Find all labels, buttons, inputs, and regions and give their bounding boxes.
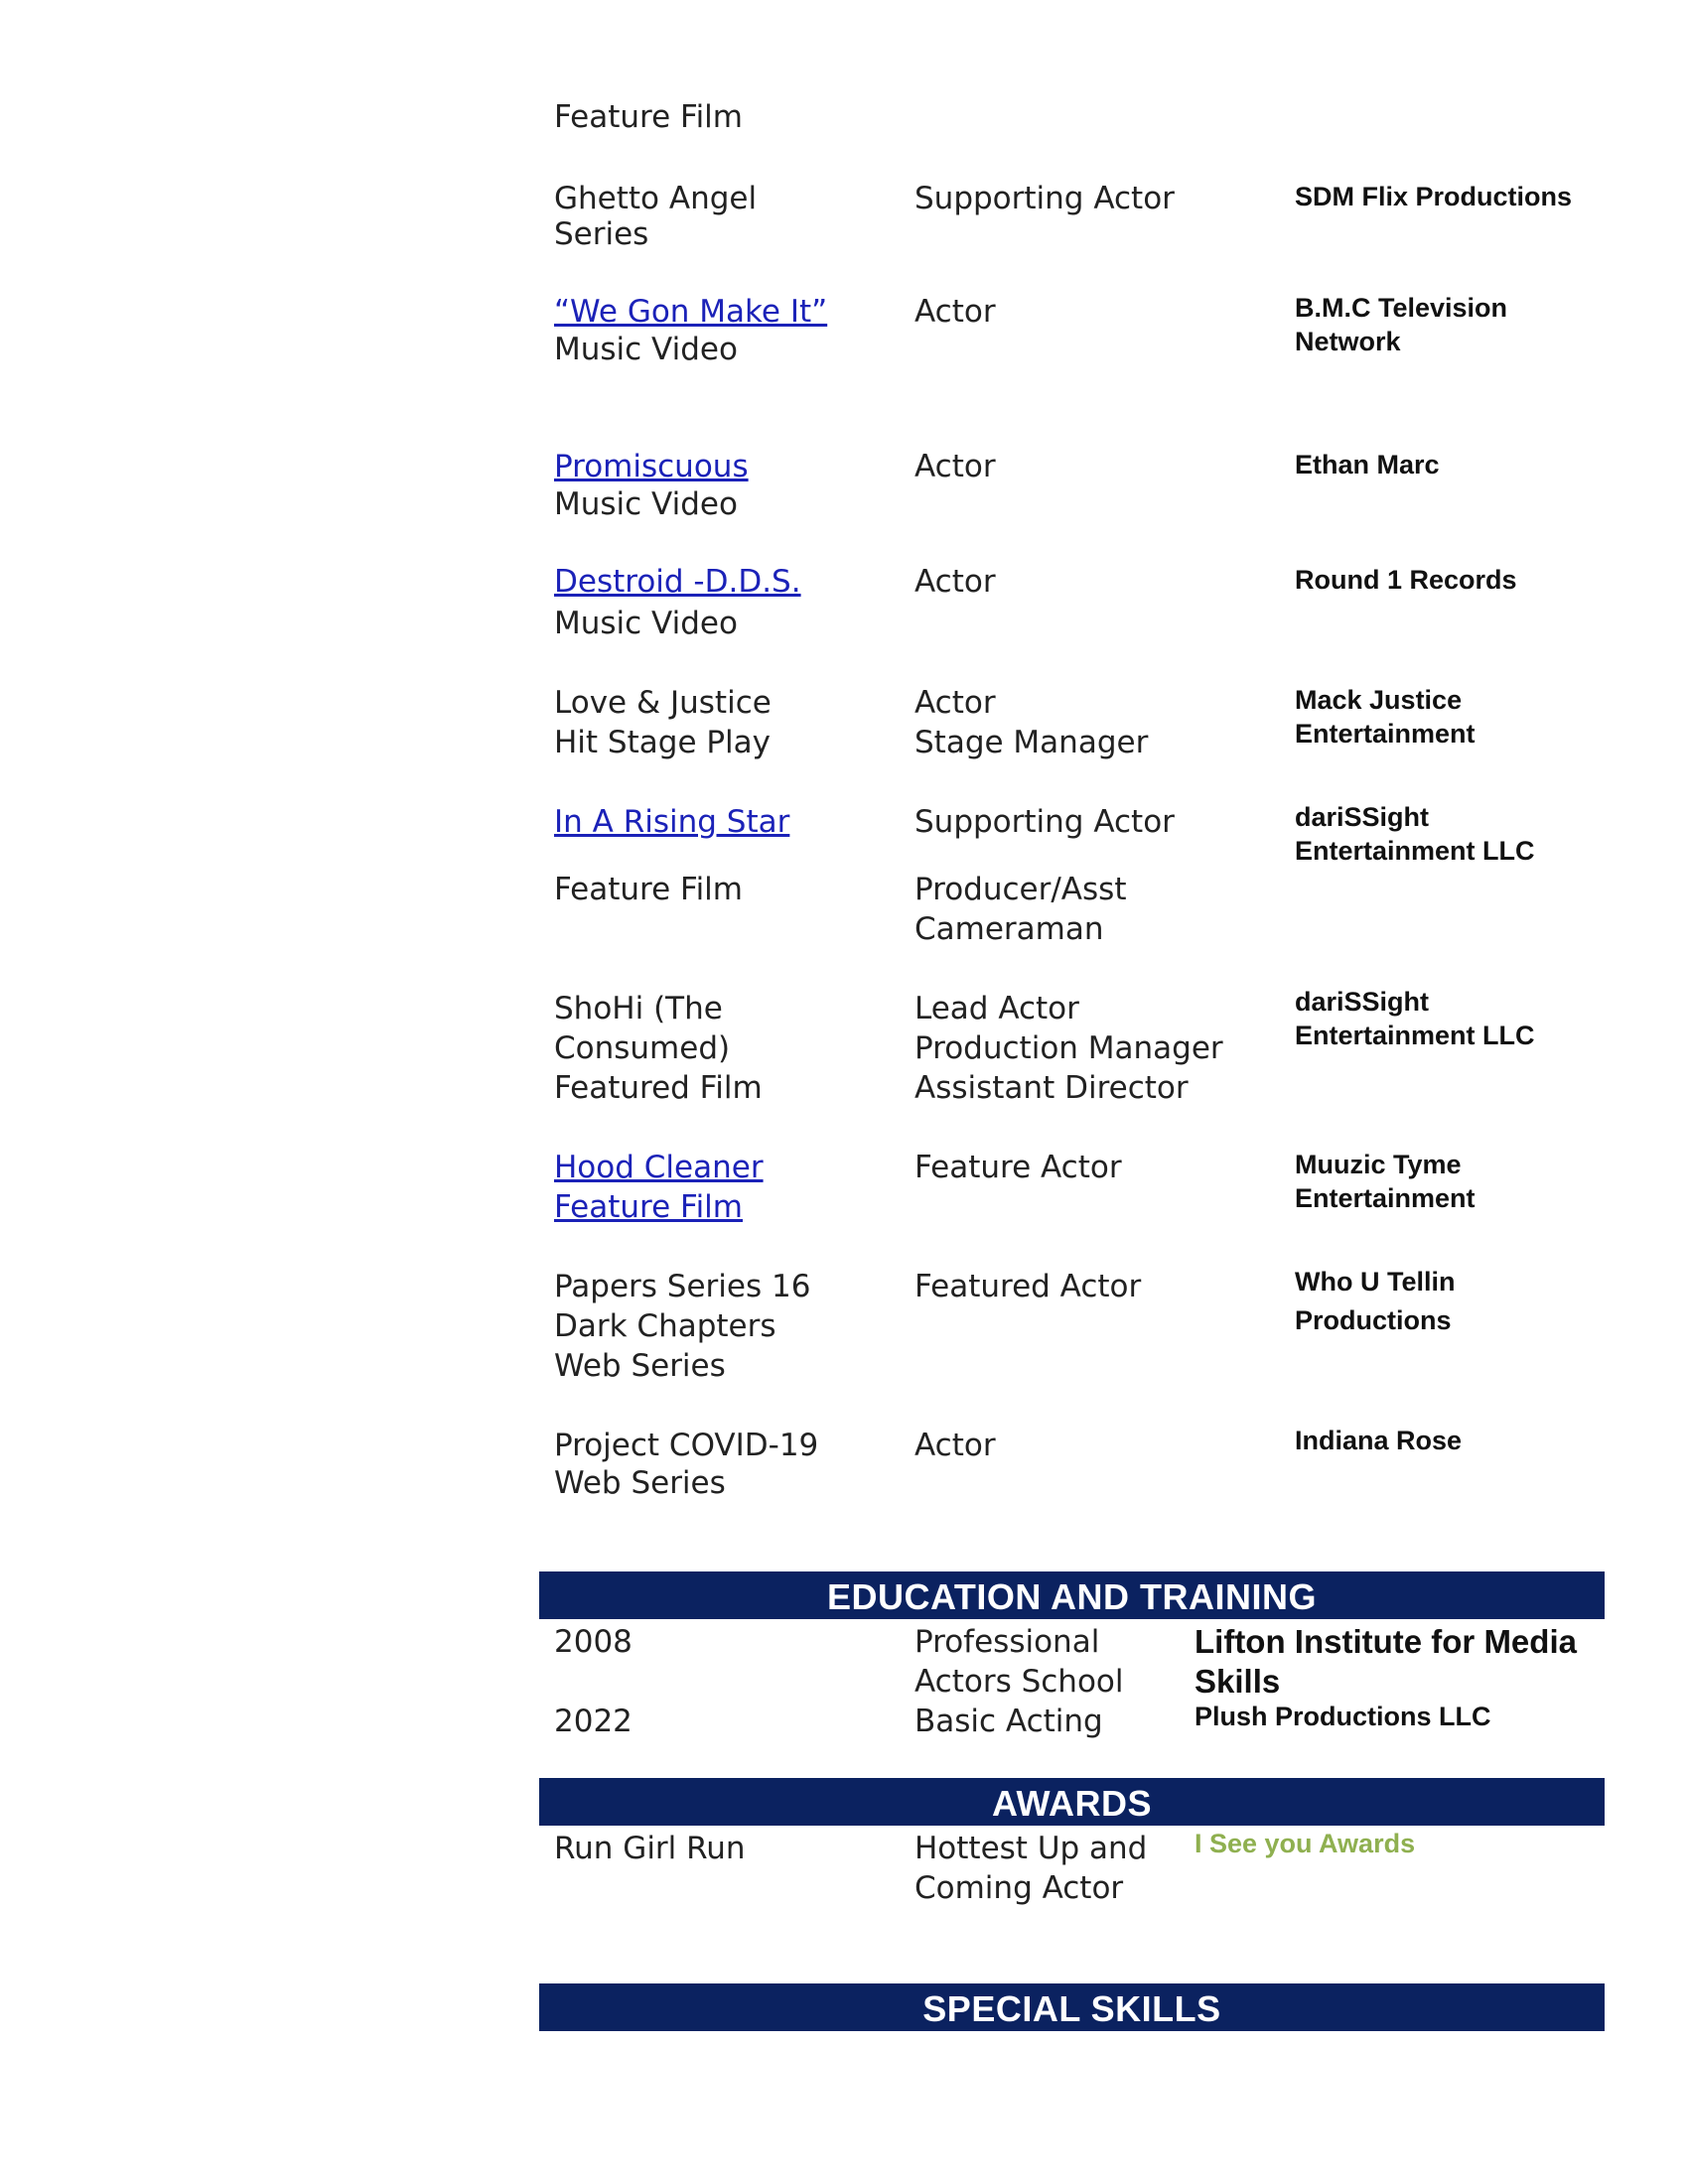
credit-title-link[interactable]: “We Gon Make It” bbox=[554, 294, 828, 330]
credit-company: Mack Justice bbox=[1295, 685, 1463, 715]
credit-company: SDM Flix Productions bbox=[1295, 182, 1573, 211]
credit-title-link[interactable]: Hood Cleaner bbox=[554, 1150, 764, 1185]
credit-role: Cameraman bbox=[914, 911, 1104, 947]
credit-role: Assistant Director bbox=[914, 1070, 1189, 1106]
credit-title-line: Project COVID-19 bbox=[554, 1428, 819, 1463]
credit-company: B.M.C Television bbox=[1295, 293, 1508, 323]
credit-title-line: ShoHi (The bbox=[554, 991, 723, 1026]
education-year: 2008 bbox=[554, 1624, 633, 1660]
credit-company: Round 1 Records bbox=[1295, 565, 1517, 595]
credit-company: Indiana Rose bbox=[1295, 1426, 1463, 1455]
credit-title-line: Feature Film bbox=[554, 99, 743, 135]
credit-company: Entertainment bbox=[1295, 719, 1476, 749]
credit-title-link[interactable]: Feature Film bbox=[554, 1189, 743, 1225]
credit-title-line: Featured Film bbox=[554, 1070, 763, 1106]
credit-title-line: Consumed) bbox=[554, 1030, 731, 1066]
education-year: 2022 bbox=[554, 1704, 633, 1739]
education-course: Basic Acting bbox=[914, 1704, 1103, 1739]
credit-company: Muuzic Tyme bbox=[1295, 1150, 1462, 1179]
education-school: Plush Productions LLC bbox=[1195, 1702, 1491, 1731]
credit-role: Actor bbox=[914, 449, 996, 484]
credit-role: Actor bbox=[914, 294, 996, 330]
award-name: Hottest Up and bbox=[914, 1831, 1148, 1866]
credit-title-line: Web Series bbox=[554, 1348, 726, 1384]
education-course: Actors School bbox=[914, 1664, 1124, 1700]
credit-title-line: Ghetto Angel bbox=[554, 181, 758, 216]
credit-company: Entertainment LLC bbox=[1295, 1021, 1535, 1050]
credit-title-line: Dark Chapters bbox=[554, 1308, 776, 1344]
credit-title-line: Music Video bbox=[554, 332, 738, 367]
credit-title-link[interactable]: In A Rising Star bbox=[554, 804, 790, 840]
credit-title-line: Love & Justice bbox=[554, 685, 772, 721]
credit-role: Featured Actor bbox=[914, 1269, 1142, 1304]
credit-company: Who U Tellin bbox=[1295, 1267, 1456, 1297]
credit-role: Feature Actor bbox=[914, 1150, 1122, 1185]
credit-title-line: Papers Series 16 bbox=[554, 1269, 811, 1304]
credit-title-line: Music Video bbox=[554, 486, 738, 522]
credit-title-line: Music Video bbox=[554, 606, 738, 641]
credit-title-line: Series bbox=[554, 216, 649, 252]
award-org: I See you Awards bbox=[1195, 1829, 1416, 1858]
section-header-awards: AWARDS bbox=[539, 1778, 1605, 1826]
credit-title-link[interactable]: Promiscuous bbox=[554, 449, 749, 484]
credit-role: Actor bbox=[914, 1428, 996, 1463]
section-header-special-skills: SPECIAL SKILLS bbox=[539, 1983, 1605, 2031]
credit-role: Actor bbox=[914, 564, 996, 600]
credit-role: Supporting Actor bbox=[914, 804, 1175, 840]
credit-title-link[interactable]: Destroid -D.D.S. bbox=[554, 564, 801, 600]
credit-role: Producer/Asst bbox=[914, 872, 1127, 907]
education-school: Skills bbox=[1195, 1663, 1281, 1700]
credit-role: Actor bbox=[914, 685, 996, 721]
credit-company: Entertainment bbox=[1295, 1183, 1476, 1213]
credit-company: dariSSight bbox=[1295, 987, 1430, 1017]
credit-company: dariSSight bbox=[1295, 802, 1430, 832]
credit-role: Production Manager bbox=[914, 1030, 1223, 1066]
education-course: Professional bbox=[914, 1624, 1100, 1660]
award-name: Coming Actor bbox=[914, 1870, 1124, 1906]
credit-role: Lead Actor bbox=[914, 991, 1079, 1026]
credit-role: Supporting Actor bbox=[914, 181, 1175, 216]
credit-role: Stage Manager bbox=[914, 725, 1149, 760]
credit-title-line: Web Series bbox=[554, 1465, 726, 1501]
credit-title-line: Hit Stage Play bbox=[554, 725, 772, 760]
credit-company: Entertainment LLC bbox=[1295, 836, 1535, 866]
section-header-education: EDUCATION AND TRAINING bbox=[539, 1571, 1605, 1619]
credit-company: Ethan Marc bbox=[1295, 450, 1440, 479]
credit-title-line: Feature Film bbox=[554, 872, 743, 907]
credit-company: Productions bbox=[1295, 1305, 1452, 1335]
education-school: Lifton Institute for Media bbox=[1195, 1623, 1577, 1660]
award-title: Run Girl Run bbox=[554, 1831, 746, 1866]
credit-company: Network bbox=[1295, 327, 1401, 356]
